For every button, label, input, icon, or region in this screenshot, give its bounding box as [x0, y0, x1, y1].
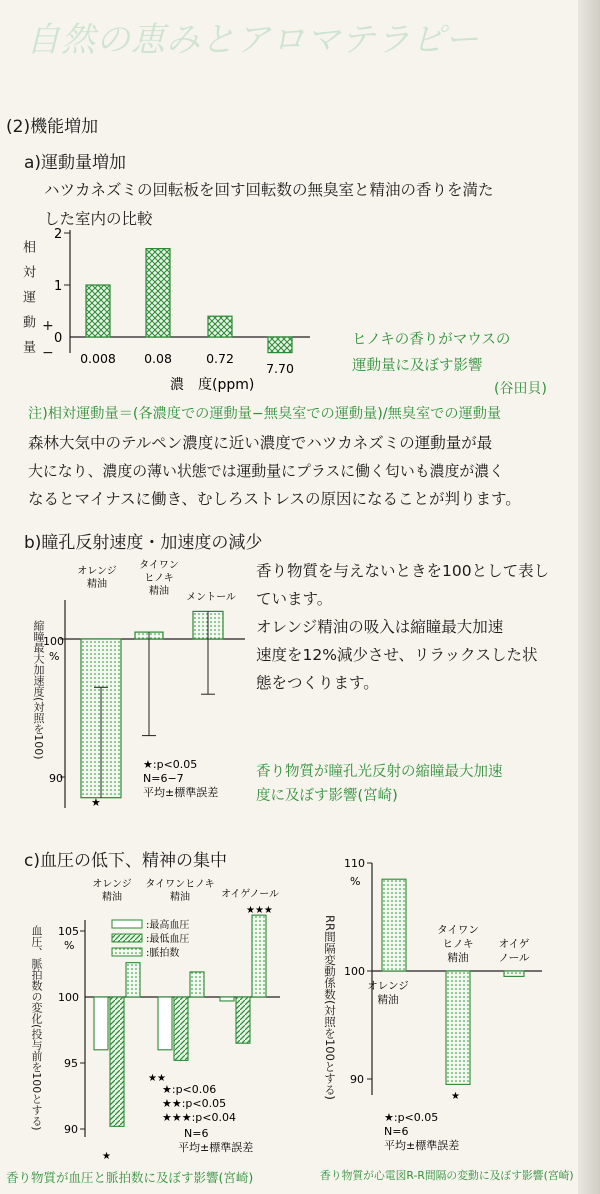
- d-n-label: N=6: [384, 1125, 409, 1138]
- d-category-label: オイゲ: [498, 938, 530, 950]
- c-right-caption: 香り物質が心電図R-R間隔の変動に及ぼす影響(宮崎): [320, 1169, 574, 1182]
- c-star-mark: ★★: [148, 1073, 166, 1084]
- c-se-label: 平均±標準誤差: [178, 1141, 254, 1154]
- c-bar: [174, 997, 188, 1060]
- a-bar: [146, 249, 170, 337]
- d-category-label: タイワン: [437, 924, 479, 936]
- c-right-y-axis-label: RR間隔変動係数(対照を100とする): [323, 915, 337, 1100]
- c-star-mark: ★★★: [246, 905, 273, 916]
- c-category-label: オイゲノール: [220, 889, 280, 900]
- b-ytick-label: 100: [43, 635, 64, 648]
- c-legend-label: :最低血圧: [146, 934, 190, 945]
- d-sig: ★:p<0.05: [384, 1111, 439, 1124]
- b-caption-line1: 香り物質が瞳孔光反射の縮瞳最大加速: [256, 764, 503, 780]
- a-x-tick-label: 0.008: [80, 351, 116, 366]
- c-legend-swatch: [112, 948, 142, 956]
- c-category-label: 精油: [102, 892, 122, 903]
- c-legend-label: :脈拍数: [146, 948, 180, 959]
- c-legend-swatch: [112, 934, 142, 942]
- a-caption-line2: 運動量に及ぼす影響: [352, 358, 483, 374]
- b-text1: 香り物質を与えないときを100として表し: [256, 562, 550, 580]
- b-star-mark: ★: [91, 796, 101, 809]
- a-y-axis-label: 相対運動量: [20, 240, 35, 365]
- c-legend-label: :最高血圧: [146, 920, 190, 931]
- d-category-label: オレンジ: [367, 980, 409, 992]
- c-heading: c)血圧の低下、精神の集中: [24, 851, 227, 871]
- b-heading: b)瞳孔反射速度・加速度の減少: [24, 533, 263, 553]
- c-ytick-label: %: [64, 939, 75, 952]
- c-sig-06: ★:p<0.06: [162, 1083, 217, 1096]
- a-caption-line1: ヒノキの香りがマウスの: [352, 332, 511, 348]
- c-category-label: オレンジ: [92, 879, 132, 890]
- c-left-caption: 香り物質が血圧と脈拍数に及ぼす影響(宮崎): [6, 1170, 254, 1185]
- a-para2: 大になり、濃度の薄い状態では運動量にプラスに働く匂いも濃度が濃く: [28, 462, 505, 480]
- b-text3: オレンジ精油の吸入は縮瞳最大加速: [256, 618, 504, 636]
- b-category-label: 精油: [87, 579, 107, 590]
- a-x-tick-label: 7.70: [266, 361, 294, 376]
- c-category-label: 精油: [170, 892, 190, 903]
- a-heading: a)運動量増加: [24, 153, 127, 173]
- b-y-axis-label: 縮瞳最大加速度(対照を100): [32, 620, 45, 760]
- c-sig-05: ★★:p<0.05: [162, 1097, 227, 1110]
- c-bar: [94, 997, 108, 1050]
- b-text2: ています。: [256, 590, 333, 608]
- b-category-label: ヒノキ: [144, 573, 174, 584]
- b-ytick-label: 90: [49, 772, 63, 785]
- d-ytick-label: 100: [344, 965, 365, 978]
- d-ytick-label: 90: [350, 1073, 364, 1086]
- a-intro-line1: ハツカネズミの回転板を回す回転数の無臭室と精油の香りを満た: [44, 181, 494, 199]
- c-bar: [236, 997, 250, 1043]
- d-bar: [446, 971, 470, 1084]
- c-sig-04: ★★★:p<0.04: [162, 1111, 236, 1124]
- d-ytick-label: %: [350, 875, 361, 888]
- d-se-label: 平均±標準誤差: [384, 1139, 460, 1152]
- d-category-label: 精油: [377, 994, 399, 1006]
- a-para1: 森林大気中のテルペン濃度に近い濃度でハツカネズミの運動量が最: [28, 434, 493, 452]
- a-ytick-label: 0: [54, 331, 63, 346]
- a-note: 注)相対運動量＝(各濃度での運動量−無臭室での運動量)/無臭室での運動量: [28, 406, 502, 422]
- b-text5: 態をつくります。: [256, 674, 379, 692]
- c-bar: [126, 963, 140, 997]
- a-para3: なるとマイナスに働き、むしろストレスの原因になることが判ります。: [28, 490, 521, 508]
- a-bar: [208, 316, 232, 337]
- d-star-mark: ★: [451, 1091, 460, 1102]
- chart-a: [50, 225, 390, 395]
- b-legend-sig: ★:p<0.05: [143, 758, 198, 771]
- c-n-label: N=6: [184, 1127, 209, 1140]
- a-x-axis-title: 濃 度(ppm): [170, 377, 255, 393]
- a-source: (谷田貝): [494, 381, 547, 397]
- a-minus: −: [42, 345, 54, 361]
- c-bar: [190, 972, 204, 997]
- chart-b: [45, 560, 275, 810]
- a-x-tick-label: 0.72: [206, 351, 234, 366]
- a-ytick-label: 1: [54, 279, 63, 294]
- c-category-label: タイワンヒノキ: [145, 879, 215, 890]
- b-ytick-label: %: [49, 650, 60, 663]
- chart-c-right: [342, 855, 562, 1152]
- a-plus: +: [42, 318, 54, 334]
- c-bar: [252, 915, 266, 997]
- c-legend-swatch: [112, 920, 142, 928]
- page-header: 自然の恵みとアロマテラピー: [26, 20, 480, 60]
- page-edge: [578, 0, 600, 1194]
- section-title: (2)機能増加: [6, 117, 99, 137]
- b-category-label: タイワン: [139, 560, 179, 571]
- c-bar: [158, 997, 172, 1050]
- b-text4: 速度を12%減少させ、リラックスした状: [256, 646, 538, 664]
- c-left-y-axis-label: 血圧、脈拍数の変化(投与前を100とする): [30, 925, 43, 1131]
- c-bar: [110, 997, 124, 1126]
- b-category-label: メントール: [186, 592, 236, 603]
- chart-c-left: [50, 875, 300, 1165]
- b-legend-se: 平均±標準誤差: [143, 786, 219, 799]
- a-bar: [86, 285, 110, 337]
- a-x-tick-label: 0.08: [144, 351, 172, 366]
- d-category-label: 精油: [447, 952, 469, 964]
- c-ytick-label: 105: [58, 925, 79, 938]
- b-category-label: 精油: [149, 586, 169, 597]
- d-ytick-label: 110: [344, 857, 365, 870]
- a-ytick-label: 2: [54, 227, 63, 242]
- b-category-label: オレンジ: [77, 566, 117, 577]
- c-bar: [220, 997, 234, 1001]
- d-category-label: ヒノキ: [442, 938, 474, 950]
- d-bar: [504, 971, 524, 976]
- b-caption-line2: 度に及ぼす影響(宮崎): [256, 788, 398, 804]
- b-legend-n: N=6−7: [143, 772, 184, 785]
- c-ytick-label: 90: [64, 1123, 78, 1136]
- c-ytick-label: 100: [58, 991, 79, 1004]
- c-star-mark: ★: [102, 1151, 111, 1162]
- a-intro-line2: した室内の比較: [44, 210, 153, 228]
- c-ytick-label: 95: [64, 1057, 78, 1070]
- d-bar: [382, 879, 406, 971]
- a-bar: [268, 337, 292, 353]
- d-category-label: ノール: [498, 952, 530, 964]
